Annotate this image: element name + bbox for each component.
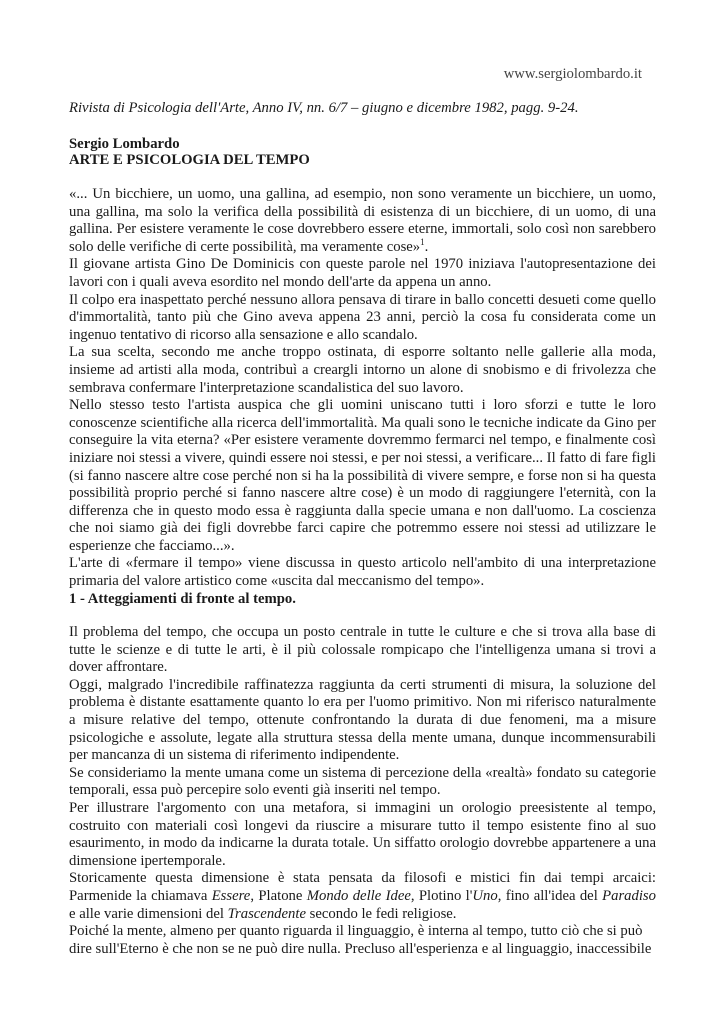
term-mondo-delle-idee: Mondo delle Idee bbox=[306, 887, 411, 904]
section-paragraph-1: Il problema del tempo, che occupa un posto centrale in tutte le culture e che si trova alla base di tutte le scienze e di tutte le arti, è il più colossale rompicapo che l'intelligenza umana si trovi a dover affrontare. bbox=[69, 624, 656, 676]
term-paradiso: Paradiso bbox=[602, 887, 656, 904]
intro-section bbox=[69, 186, 656, 591]
intro-paragraph-quote bbox=[69, 186, 656, 256]
section-paragraph-6: Poiché la mente, almeno per quanto riguarda il linguaggio, è interna al tempo, tutto ciò che si può dire sull'Eterno è che non se ne può dire nulla. Precluso all'esperienza e al linguaggio, inaccessibile bbox=[69, 923, 652, 957]
text-run: secondo le fedi religiose. bbox=[305, 905, 457, 922]
intro-paragraph-4: La sua scelta, secondo me anche troppo ostinata, di esporre soltanto nelle gallerie alla moda, insieme ad artisti alla moda, contribuì a creargli intorno un alone di snobismo e di frivolezza che sembrava confermare l'interpretazione scandalistica del suo lavoro. bbox=[69, 344, 656, 396]
text-run: , fino all'idea del bbox=[497, 887, 603, 904]
journal-citation: Rivista di Psicologia dell'Arte, Anno IV, nn. 6/7 – giugno e dicembre 1982, pagg. 9-24. bbox=[69, 100, 579, 116]
quote-text: «... Un bicchiere, un uomo, una gallina, ad esempio, non sono veramente un bicchiere, un uomo, una gallina, ma solo la verifica della possibilità di esistenza di un bicchiere, di un uomo, di una gallina. Per esistere veramente le cose dovrebbero essere eterne, immortali, solo così non sarebbero solo delle verifiche di certe possibilità, ma veramente cose» bbox=[69, 186, 656, 255]
intro-paragraph-3: Il colpo era inaspettato perché nessuno allora pensava di tirare in ballo concetti desueti come quello d'immortalità, tanto più che Gino aveva appena 23 anni, perciò la cosa fu considerata come un ingenuo tentativo di ricorso alla sensazione e allo scandalo. bbox=[69, 291, 656, 343]
text-run: e alle varie dimensioni del bbox=[69, 905, 228, 922]
section-paragraph-4: Per illustrare l'argomento con una metafora, si immagini un orologio preesistente al tempo, costruito con materiali così longevi da riuscire a misurare tutto il tempo esistente fino al suo esaurimento, in modo da indicarne la durata totale. Un siffatto orologio dovrebbe appartenere a una dimensione ipertemporale. bbox=[69, 799, 656, 869]
article-title: ARTE E PSICOLOGIA DEL TEMPO bbox=[69, 152, 310, 168]
section-heading: 1 - Atteggiamenti di fronte al tempo. bbox=[69, 591, 296, 607]
author-name: Sergio Lombardo bbox=[69, 136, 180, 152]
term-uno: Uno bbox=[472, 887, 498, 904]
footnote-marker[interactable]: 1 bbox=[420, 236, 425, 247]
section-paragraph-2: Oggi, malgrado l'incredibile raffinatezza raggiunta da certi strumenti di misura, la soluzione del problema è distante esattamente quanto lo era per l'uomo primitivo. Non mi riferisco naturalmente a misure relative del tempo, ottenute confrontando la durata di due fenomeni, ma a misure psicologiche e assolute, legate alla struttura stessa della mente umana, dunque incommensurabili per mancanza di un sistema di riferimento indipendente. bbox=[69, 676, 656, 764]
term-essere: Essere bbox=[211, 887, 251, 904]
section-paragraph-5 bbox=[69, 870, 656, 923]
text-run: , Platone bbox=[250, 887, 307, 904]
quote-end: . bbox=[424, 238, 429, 255]
intro-paragraph-6: L'arte di «fermare il tempo» viene discussa in questo articolo nell'ambito di una interpretazione primaria del valore artistico come «uscita dal meccanismo del tempo». bbox=[69, 555, 656, 590]
intro-paragraph-2: Il giovane artista Gino De Dominicis con queste parole nel 1970 iniziava l'autopresentazione dei lavori con i quali aveva esordito nel mondo dell'arte da appena un anno. bbox=[69, 256, 656, 290]
text-run: Storicamente questa dimensione è stata pensata da filosofi e mistici fin dai tempi arcaici: Parmenide la chiamava bbox=[69, 870, 656, 904]
section-paragraph-3: Se consideriamo la mente umana come un sistema di percezione della «realtà» fondato su categorie temporali, essa può percepire solo eventi già inseriti nel tempo. bbox=[69, 764, 656, 799]
term-trascendente: Trascendente bbox=[227, 905, 306, 922]
intro-paragraph-5: Nello stesso testo l'artista auspica che gli uomini uniscano tutti i loro sforzi e tutte le loro conoscenze scientifiche alla ricerca dell'immortalità. Ma quali sono le tecniche indicate da Gino per conseguire la vita eterna? «Per esistere veramente dovremmo fermarci nel tempo, e finalmente così iniziare noi stessi a vivere, quindi essere noi stessi, e per noi stessi, a verificare... Il fatto di fare figli (si fanno nascere altre cose perché non si ha la possibilità di vivere sempre, e forse non si ha questa possibilità proprio perché si fanno nascere altre cose) è un modo di raggiungere l'eternità, con la differenza che in questo modo essa è raggiunta dalla specie umana e non dall'uomo. La coscienza che noi siamo già dei figli dovrebbe farci capire che potremmo essere noi stessi ad utilizzare le esperienze che facciamo...». bbox=[69, 397, 656, 554]
website-url[interactable]: www.sergiolombardo.it bbox=[503, 66, 642, 82]
text-run: , Plotino l' bbox=[410, 887, 473, 904]
section-1-body bbox=[69, 624, 656, 958]
